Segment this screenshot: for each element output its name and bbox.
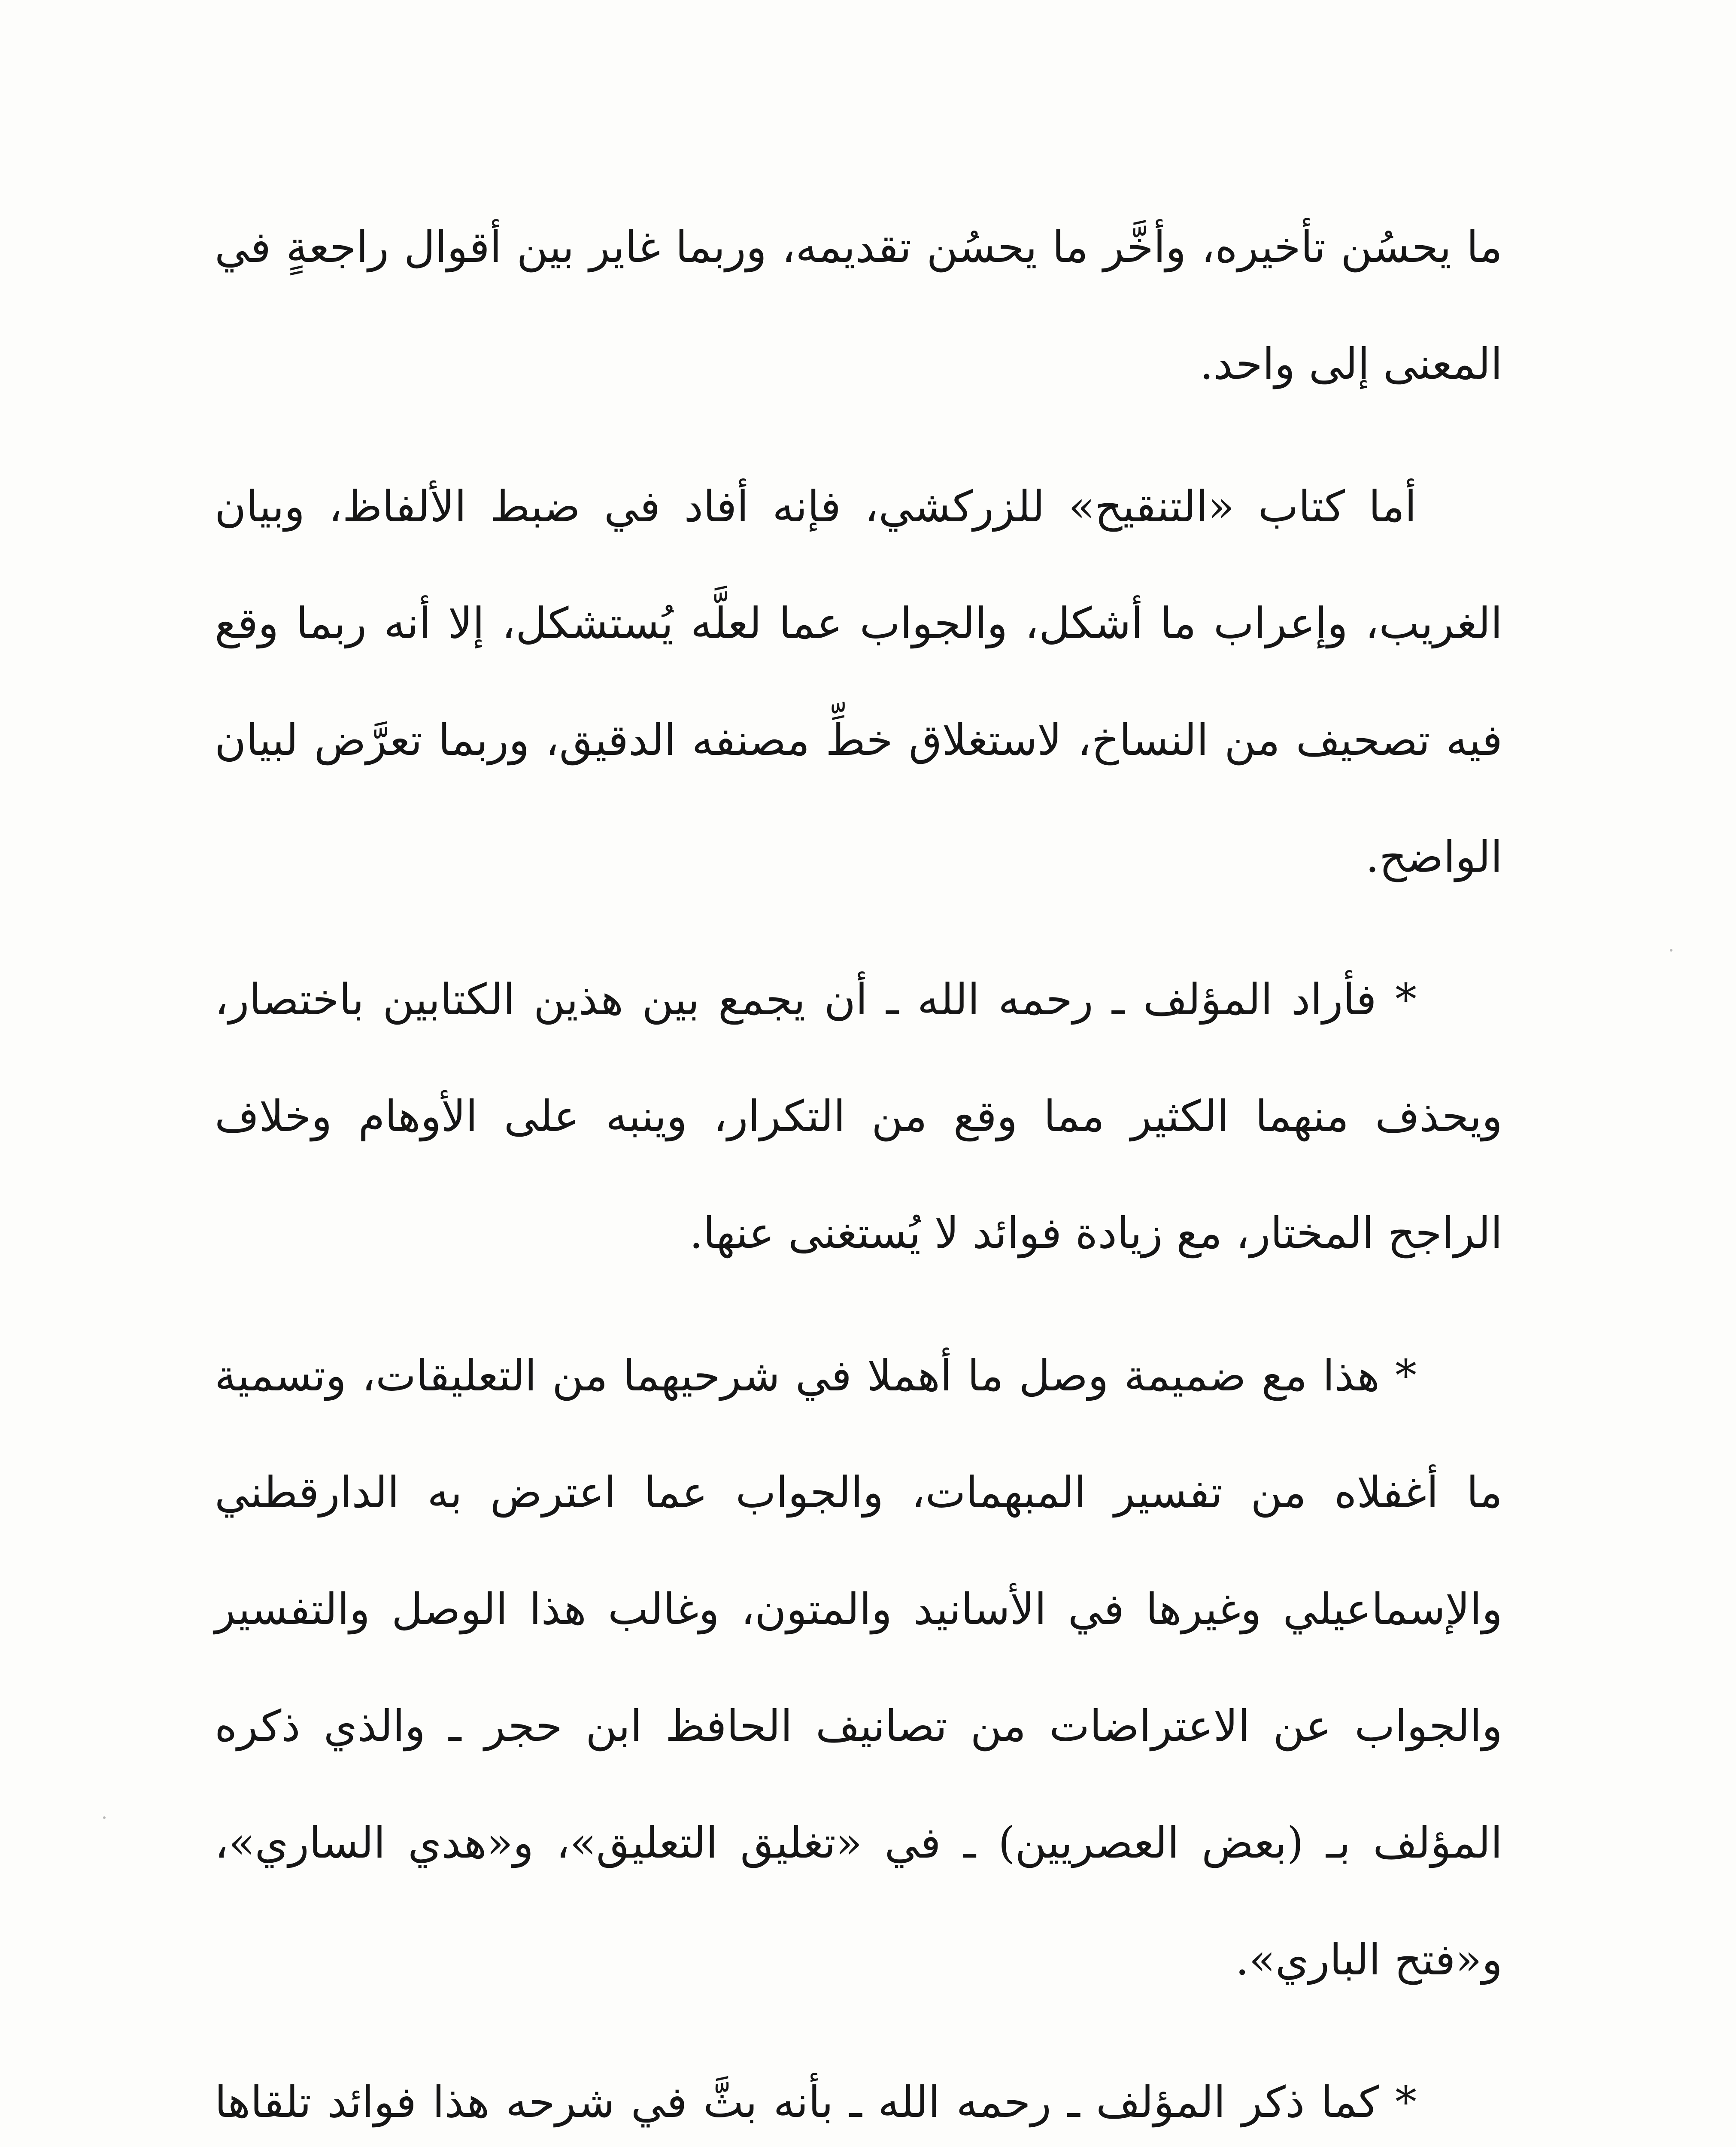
scan-speck (103, 1816, 106, 1819)
paragraph-author-intent: * فأراد المؤلف ـ رحمه الله ـ أن يجمع بين هذين الكتابين باختصار، ويحذف منهما الكثير مما وقع من التكرار، وينبه على الأوهام وخلاف الراجح المختار، مع زيادة فوائد لا يُستغنى عنها. (215, 974, 1502, 1258)
paragraph-bulqini: * كما ذكر المؤلف ـ رحمه الله ـ بأنه بثَّ في شرحه هذا فوائد تلقاها (215, 2077, 1417, 2127)
paragraph-continuation: ما يحسُن تأخيره، وأخَّر ما يحسُن تقديمه، وربما غاير بين أقوال راجعةٍ في المعنى إلى واحد. (215, 222, 1502, 389)
paragraph-tanqih: أما كتاب «التنقيح» للزركشي، فإنه أفاد في ضبط الألفاظ، وبيان الغريب، وإعراب ما أشكل، والجواب عما لعلَّه يُستشكل، إلا أنه ربما وقع فيه تصحيف من النساخ، لاستغلاق خطِّ مصنفه الدقيق، وربما تعرَّض لبيان الواضح. (215, 481, 1502, 882)
body-text (215, 189, 1502, 2147)
paragraph-taliqat: * هذا مع ضميمة وصل ما أهملا في شرحيهما من التعليقات، وتسمية ما أغفلاه من تفسير المبهمات، والجواب عما اعترض به الدارقطني والإسماعيلي وغيرها في الأسانيد والمتون، وغالب هذا الوصل والتفسير والجواب عن الاعتراضات من تصانيف الحافظ ابن حجر ـ والذي ذكره المؤلف بـ (بعض العصريين) ـ في «تغليق التعليق»، و«هدي الساري»، و«فتح الباري». (215, 1350, 1502, 1985)
scan-speck (1670, 949, 1672, 952)
